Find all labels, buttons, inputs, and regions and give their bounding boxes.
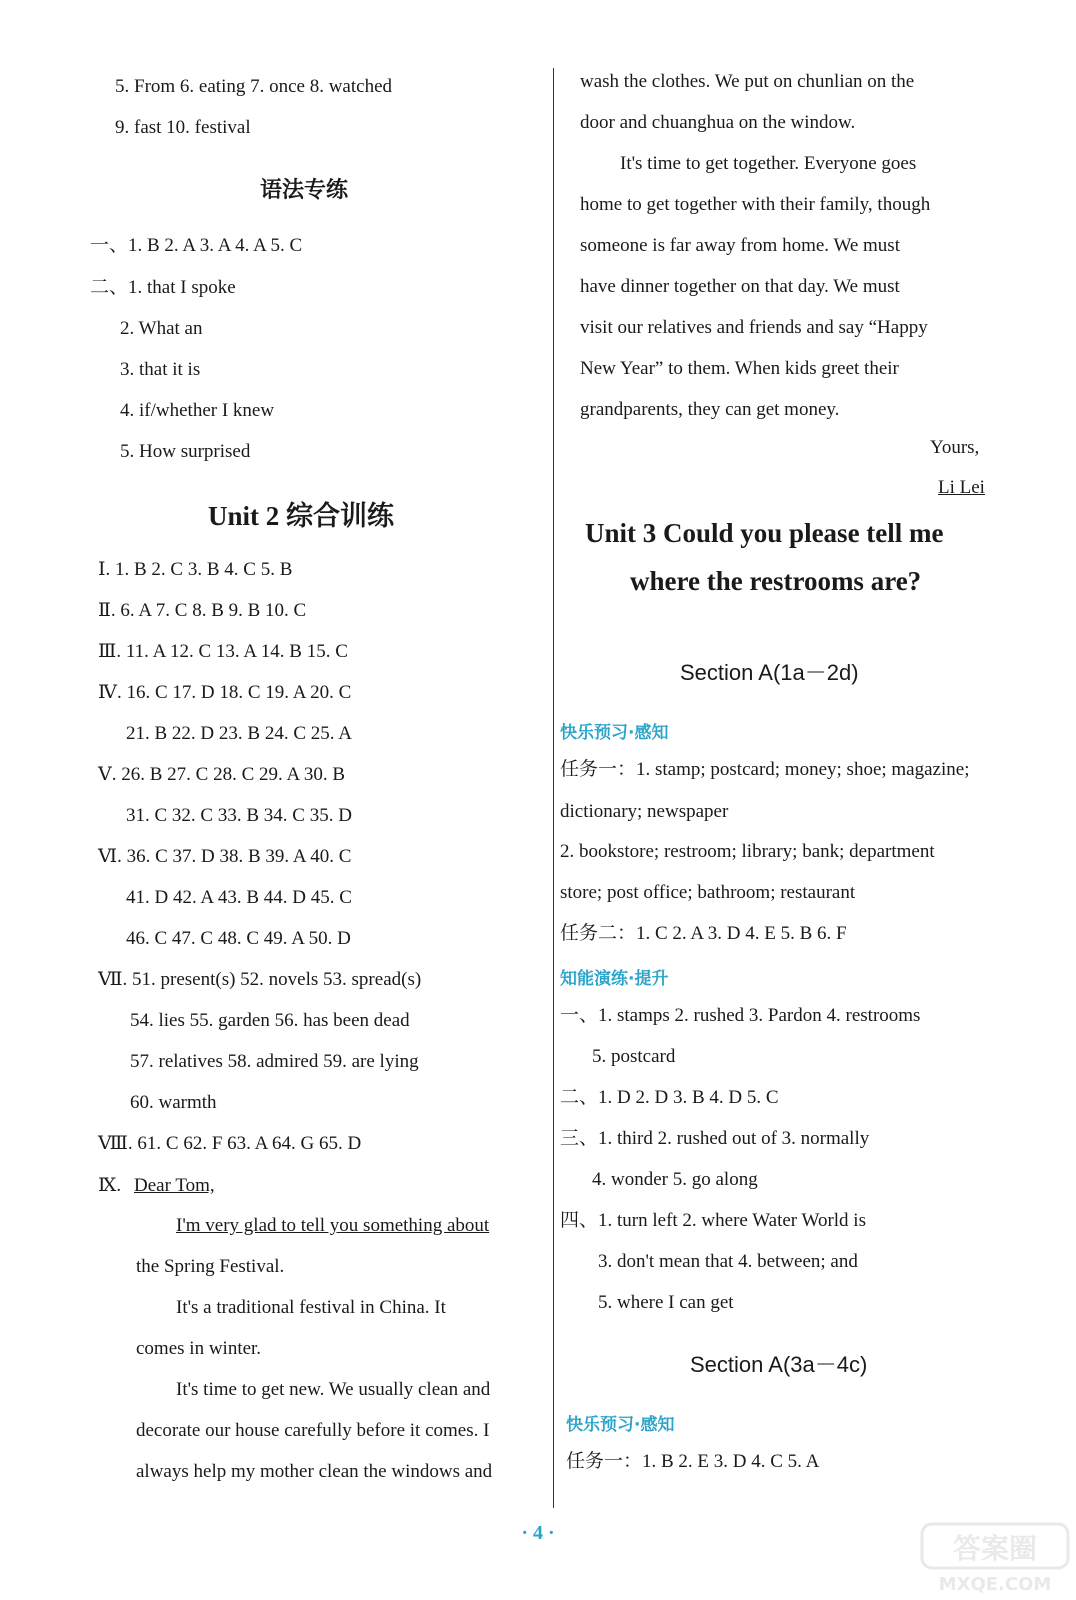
unit3-title-line2: where the restrooms are? xyxy=(630,566,922,596)
letter-line: someone is far away from home. We must xyxy=(580,235,900,256)
answer-line: Ⅳ. 16. C 17. D 18. C 19. A 20. C xyxy=(98,682,352,703)
answer-line: 3. that it is xyxy=(120,359,201,380)
answer-line: 21. B 22. D 23. B 24. C 25. A xyxy=(126,723,352,744)
answer-line: 5. How surprised xyxy=(120,441,251,462)
answer-line: 2. What an xyxy=(120,318,203,339)
answer-line: 9. fast 10. festival xyxy=(115,117,251,138)
letter-line: have dinner together on that day. We must xyxy=(580,276,900,297)
letter-line: door and chuanghua on the window. xyxy=(580,112,856,133)
answer-line: Ⅲ. 11. A 12. C 13. A 14. B 15. C xyxy=(98,641,348,662)
answer-line: 46. C 47. C 48. C 49. A 50. D xyxy=(126,928,351,949)
letter-closing: Yours, xyxy=(930,437,980,458)
unit3-title: Unit 3 Could you please tell me xyxy=(585,518,944,548)
letter-line: It's time to get new. We usually clean and xyxy=(176,1379,491,1400)
letter-line: visit our relatives and friends and say “Happy xyxy=(580,317,928,338)
answer-line: 四、1. turn left 2. where Water World is xyxy=(560,1210,866,1231)
svg-text:MXQE.COM: MXQE.COM xyxy=(938,1574,1052,1595)
letter-line: It's a traditional festival in China. It xyxy=(176,1297,446,1318)
answer-line: Ⅱ. 6. A 7. C 8. B 9. B 10. C xyxy=(98,600,307,621)
letter-label: Ⅸ. xyxy=(98,1175,122,1196)
answer-line: 2. bookstore; restroom; library; bank; department xyxy=(560,841,935,862)
answer-line: 54. lies 55. garden 56. has been dead xyxy=(130,1010,410,1031)
answer-line: Ⅵ. 36. C 37. D 38. B 39. A 40. C xyxy=(98,846,352,867)
answer-line: 4. if/whether I knew xyxy=(120,400,275,421)
svg-text:答案圈: 答案圈 xyxy=(952,1532,1038,1565)
watermark-logo xyxy=(920,1520,1070,1595)
preview-label: 快乐预习·感知 xyxy=(560,723,669,743)
letter-line: It's time to get together. Everyone goes xyxy=(620,153,917,174)
answer-line: Ⅴ. 26. B 27. C 28. C 29. A 30. B xyxy=(98,764,346,785)
answer-line: 一、1. stamps 2. rushed 3. Pardon 4. restrooms xyxy=(560,1005,921,1026)
letter-line: wash the clothes. We put on chunlian on the xyxy=(580,71,915,92)
preview-label: 快乐预习·感知 xyxy=(566,1415,675,1435)
column-divider xyxy=(553,68,554,1508)
letter-signature: Li Lei xyxy=(938,477,985,498)
answer-line: dictionary; newspaper xyxy=(560,801,729,822)
section-title: Section A(1a－2d) xyxy=(680,660,859,685)
letter-line: grandparents, they can get money. xyxy=(580,399,840,420)
letter-salutation: Dear Tom, xyxy=(134,1175,215,1196)
answer-line: 4. wonder 5. go along xyxy=(592,1169,758,1190)
answer-line: 三、1. third 2. rushed out of 3. normally xyxy=(560,1128,870,1149)
section-title: Section A(3a－4c) xyxy=(690,1352,868,1377)
letter-line: always help my mother clean the windows and xyxy=(136,1461,493,1482)
page-number: · 4 · xyxy=(521,1522,555,1544)
unit2-title: Unit 2 综合训练 xyxy=(208,501,395,531)
letter-line: decorate our house carefully before it comes. I xyxy=(136,1420,490,1441)
answer-line: 5. where I can get xyxy=(598,1292,734,1313)
answer-line: Ⅶ. 51. present(s) 52. novels 53. spread(s) xyxy=(98,969,422,990)
answer-line: 一、1. B 2. A 3. A 4. A 5. C xyxy=(90,235,303,256)
answer-line: 任务二：1. C 2. A 3. D 4. E 5. B 6. F xyxy=(560,923,847,944)
answer-line: 5. postcard xyxy=(592,1046,676,1067)
letter-line: home to get together with their family, though xyxy=(580,194,931,215)
letter-line: I'm very glad to tell you something about xyxy=(176,1215,490,1236)
answer-line: 41. D 42. A 43. B 44. D 45. C xyxy=(126,887,352,908)
practice-label: 知能演练·提升 xyxy=(560,969,669,989)
answer-line: 3. don't mean that 4. between; and xyxy=(598,1251,858,1272)
answer-line: 二、1. D 2. D 3. B 4. D 5. C xyxy=(560,1087,779,1108)
answer-line: 31. C 32. C 33. B 34. C 35. D xyxy=(126,805,352,826)
answer-line: 57. relatives 58. admired 59. are lying xyxy=(130,1051,419,1072)
answer-line: 60. warmth xyxy=(130,1092,217,1113)
answer-line: store; post office; bathroom; restaurant xyxy=(560,882,856,903)
grammar-heading: 语法专练 xyxy=(260,178,349,203)
answer-line: 任务一：1. stamp; postcard; money; shoe; magazine; xyxy=(560,759,970,780)
letter-line: comes in winter. xyxy=(136,1338,262,1359)
answer-line: 任务一：1. B 2. E 3. D 4. C 5. A xyxy=(566,1451,820,1472)
answer-line: 5. From 6. eating 7. once 8. watched xyxy=(115,76,393,97)
letter-line: the Spring Festival. xyxy=(136,1256,285,1277)
answer-line: 二、1. that I spoke xyxy=(90,277,236,298)
answer-line: Ⅷ. 61. C 62. F 63. A 64. G 65. D xyxy=(98,1133,362,1154)
letter-line: New Year” to them. When kids greet their xyxy=(580,358,899,379)
answer-line: Ⅰ. 1. B 2. C 3. B 4. C 5. B xyxy=(98,559,293,580)
